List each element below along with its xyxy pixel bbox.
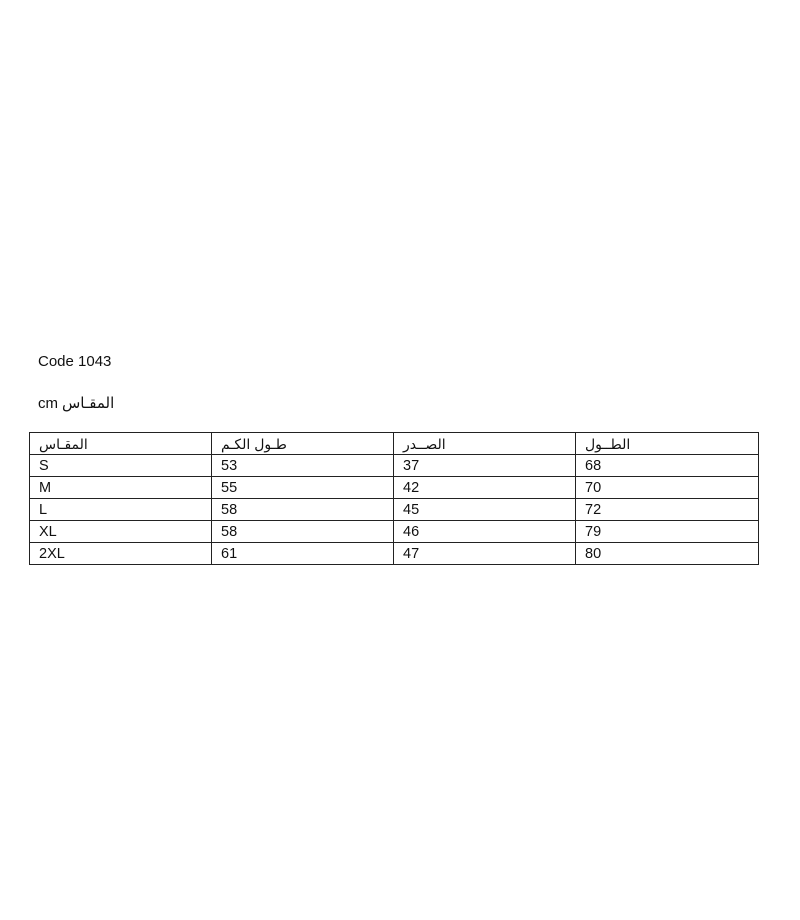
- cell-chest: 45: [394, 499, 576, 521]
- cell-sleeve-length: 58: [212, 521, 394, 543]
- cell-length: 68: [576, 455, 759, 477]
- cell-sleeve-length: 61: [212, 543, 394, 565]
- cell-sleeve-length: 53: [212, 455, 394, 477]
- cell-size: 2XL: [30, 543, 212, 565]
- cell-sleeve-length: 55: [212, 477, 394, 499]
- cell-length: 79: [576, 521, 759, 543]
- size-unit-caption: [38, 395, 114, 413]
- cell-size: M: [30, 477, 212, 499]
- header-chest: الصــدر: [394, 433, 576, 455]
- cell-size: L: [30, 499, 212, 521]
- table-row: [30, 477, 759, 499]
- cell-chest: 47: [394, 543, 576, 565]
- cell-size: XL: [30, 521, 212, 543]
- table-row: [30, 521, 759, 543]
- cell-length: 80: [576, 543, 759, 565]
- header-sleeve-length: طـول الكـم: [212, 433, 394, 455]
- cell-chest: 46: [394, 521, 576, 543]
- cell-length: 72: [576, 499, 759, 521]
- product-code: Code 1043: [38, 353, 112, 370]
- cell-sleeve-length: 58: [212, 499, 394, 521]
- table-row: [30, 543, 759, 565]
- unit-label: cm: [38, 395, 58, 412]
- cell-chest: 42: [394, 477, 576, 499]
- size-chart-table: [29, 432, 759, 565]
- header-size: المقـاس: [30, 433, 212, 455]
- header-length: الطــول: [576, 433, 759, 455]
- table-row: [30, 499, 759, 521]
- table-header-row: [30, 433, 759, 455]
- size-caption-arabic: المقـاس: [62, 395, 115, 412]
- cell-length: 70: [576, 477, 759, 499]
- cell-size: S: [30, 455, 212, 477]
- cell-chest: 37: [394, 455, 576, 477]
- table-row: [30, 455, 759, 477]
